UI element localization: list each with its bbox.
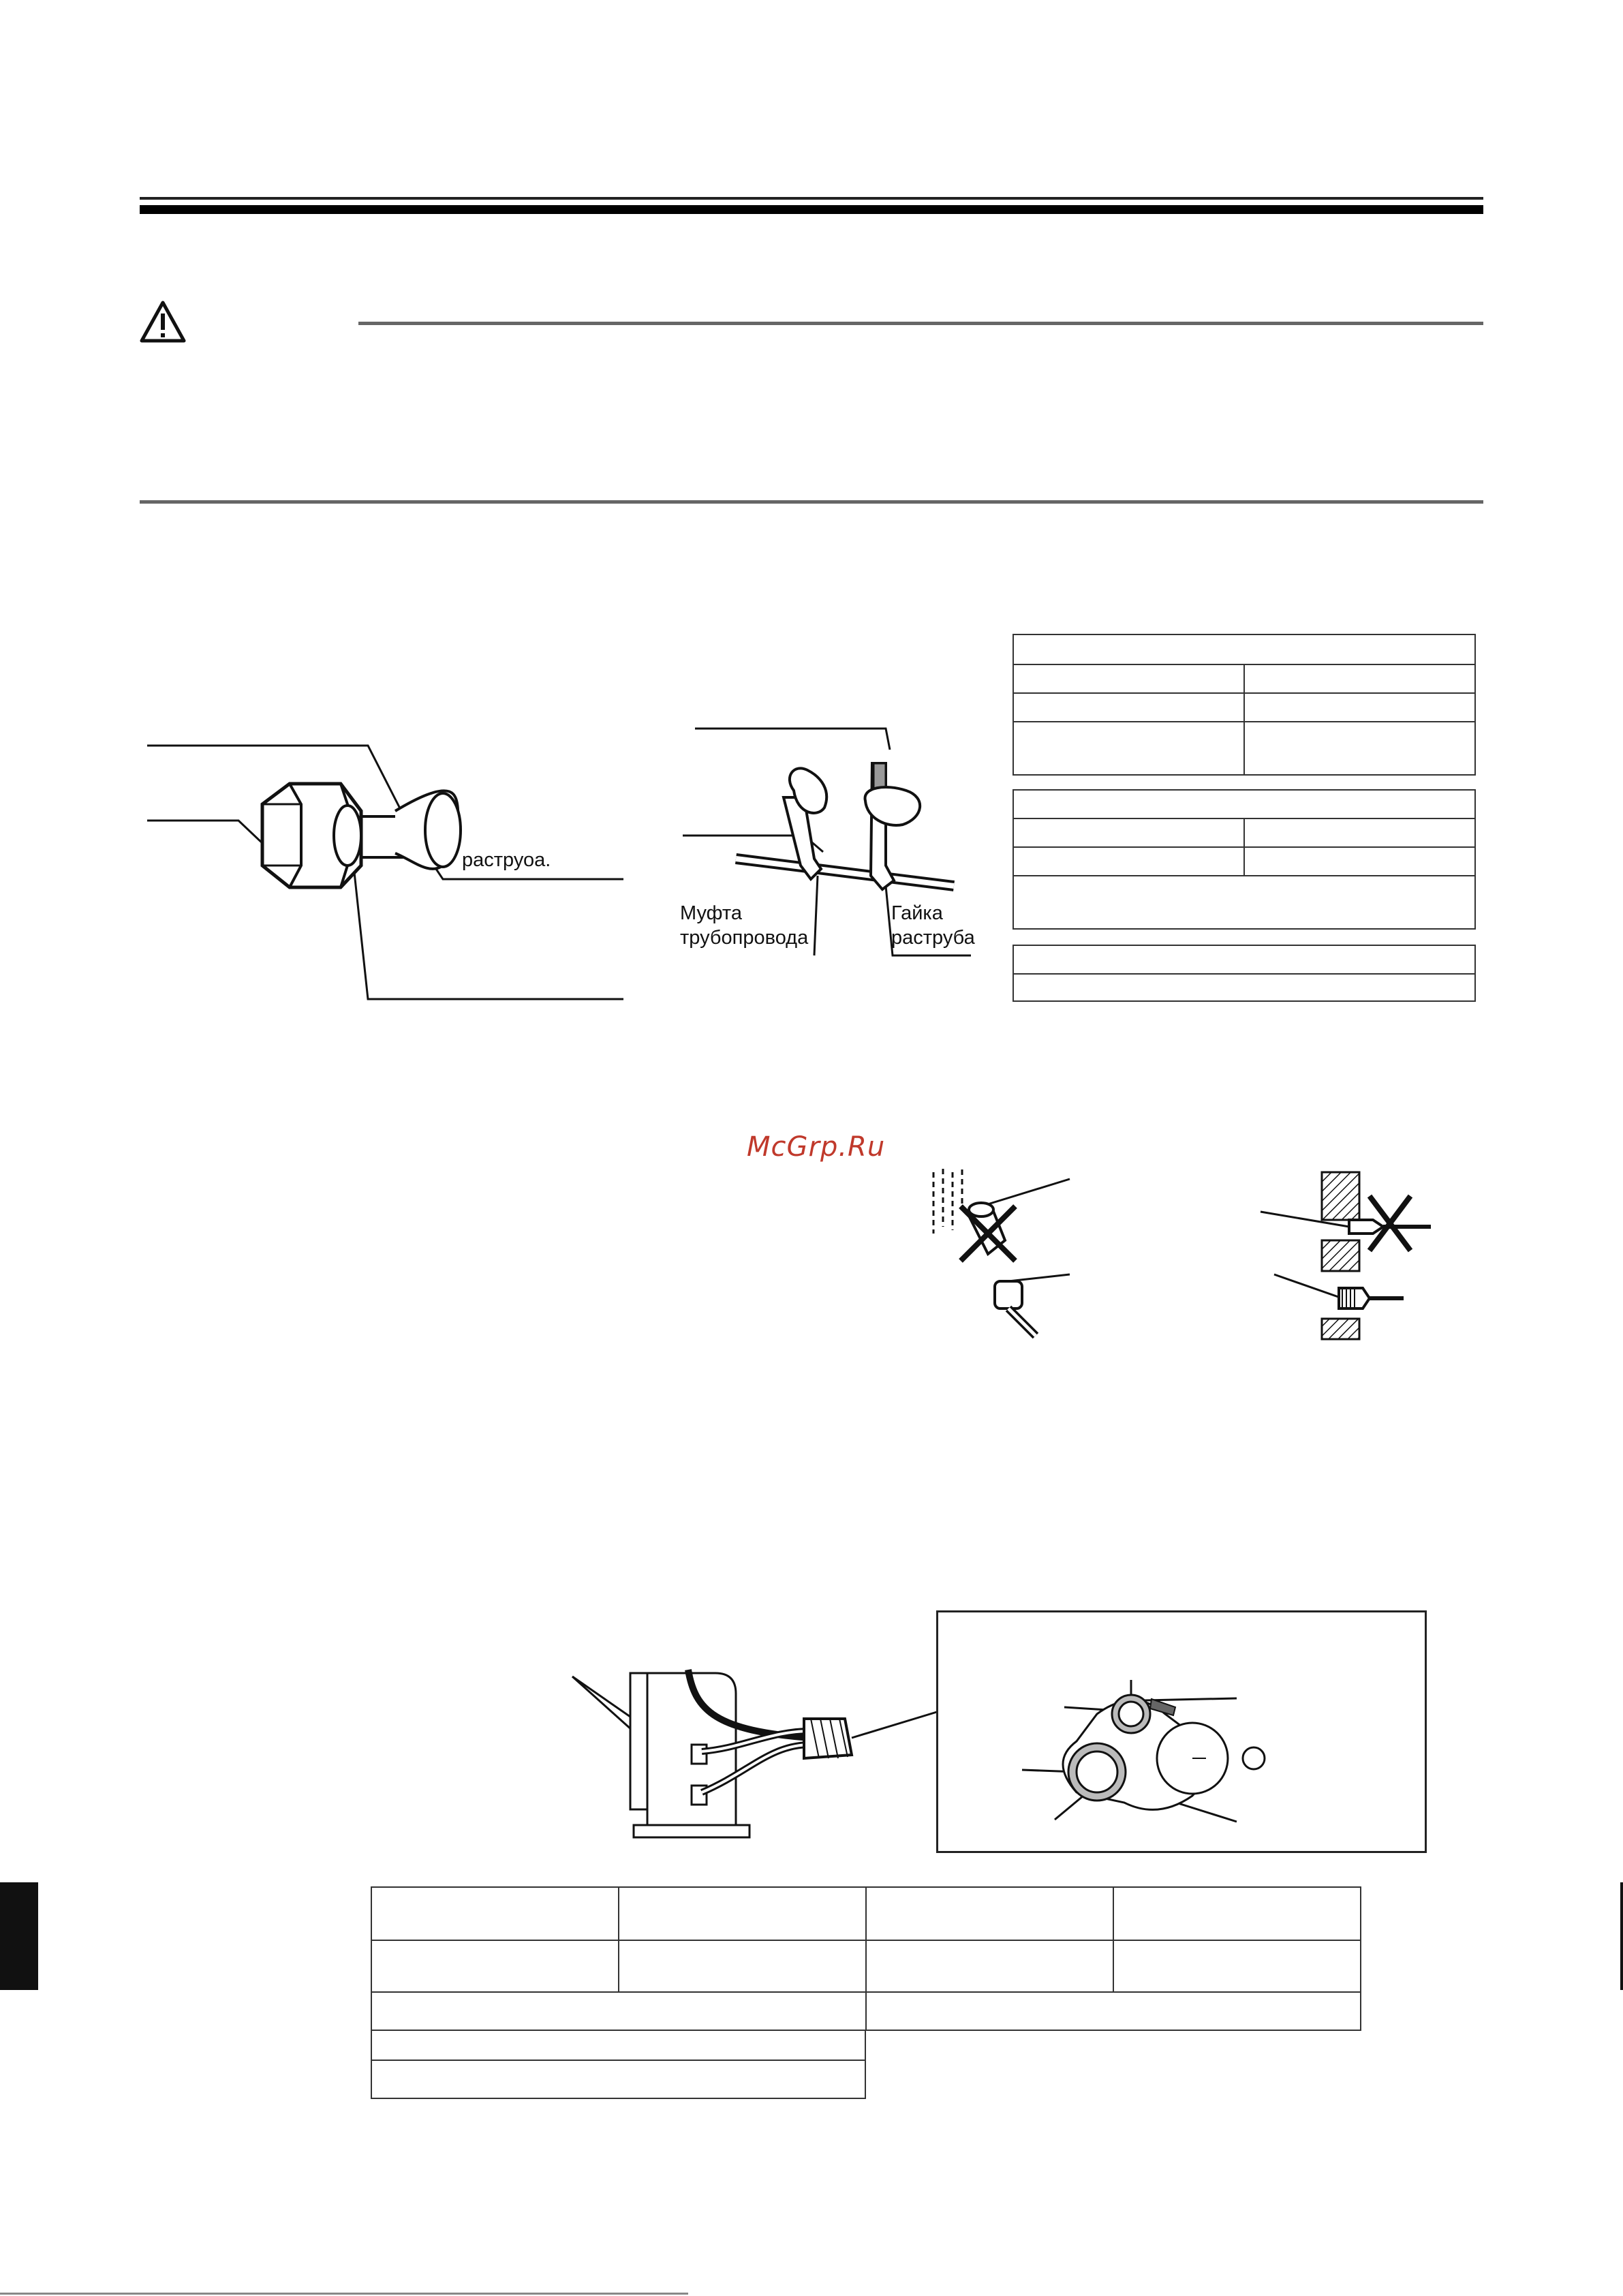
section-rule xyxy=(140,500,1483,504)
side-tab-left xyxy=(0,1882,38,1990)
spec-table-1 xyxy=(1013,634,1476,776)
spec-table-2-cell xyxy=(1244,818,1475,847)
wrench-tightening-diagram xyxy=(681,722,981,995)
bottom-table-header-cell xyxy=(866,1887,1113,1940)
header-rule-thick xyxy=(140,205,1483,214)
spec-table-1-cell xyxy=(1013,693,1244,722)
warning-triangle-icon xyxy=(139,300,187,343)
spec-table-1-cell xyxy=(1244,693,1475,722)
bottom-table-cell xyxy=(371,2030,865,2060)
bottom-table-header-cell xyxy=(619,1887,866,1940)
flare-nut-diagram xyxy=(143,736,634,1009)
header-rule-top xyxy=(140,197,1483,200)
footer-rule xyxy=(0,2293,688,2295)
spec-table-2-cell xyxy=(1013,876,1475,929)
warning-rule xyxy=(358,322,1483,325)
watermark: McGrp.Ru xyxy=(747,1131,886,1163)
bottom-table-header-cell xyxy=(1113,1887,1361,1940)
spec-table-3-cell xyxy=(1013,974,1475,1001)
spec-table-1-cell xyxy=(1244,722,1475,775)
side-tab-right xyxy=(1620,1882,1623,1990)
bottom-table-cell xyxy=(619,1940,866,1992)
pipe-bundle-cross-section xyxy=(1022,1673,1254,1837)
spec-table-2 xyxy=(1013,789,1476,930)
wall-penetration-diagram xyxy=(1261,1165,1444,1343)
spec-table-2-header xyxy=(1013,790,1475,818)
spec-table-2-cell xyxy=(1013,818,1244,847)
spec-table-3 xyxy=(1013,945,1476,1002)
bottom-table-cell xyxy=(371,2060,865,2098)
spec-table-2-cell xyxy=(1244,847,1475,876)
bottom-table-cell xyxy=(371,1940,619,1992)
spec-table-1-cell xyxy=(1013,722,1244,775)
flare-nut-label: раструоа. xyxy=(462,849,551,871)
bottom-table-cell xyxy=(866,1940,1113,1992)
spec-table-1-cell xyxy=(1013,664,1244,693)
bottom-spec-table xyxy=(371,1886,1361,2031)
bottom-table-cell xyxy=(1113,1940,1361,1992)
pipe-end-dust-diagram xyxy=(927,1165,1077,1343)
bottom-spec-table-extension xyxy=(371,2030,866,2099)
bottom-table-cell xyxy=(866,1992,1361,2030)
bottom-table-header-cell xyxy=(371,1887,619,1940)
spec-table-2-cell xyxy=(1013,847,1244,876)
pipe-coupling-label: Муфта трубопровода xyxy=(680,902,809,949)
spec-table-1-header xyxy=(1013,634,1475,664)
flare-nut-wrench-label: Гайка раструба xyxy=(891,902,975,949)
bottom-table-cell xyxy=(371,1992,866,2030)
spec-table-1-cell xyxy=(1244,664,1475,693)
spec-table-3-cell xyxy=(1013,945,1475,974)
outdoor-unit-piping-diagram xyxy=(566,1656,947,1847)
